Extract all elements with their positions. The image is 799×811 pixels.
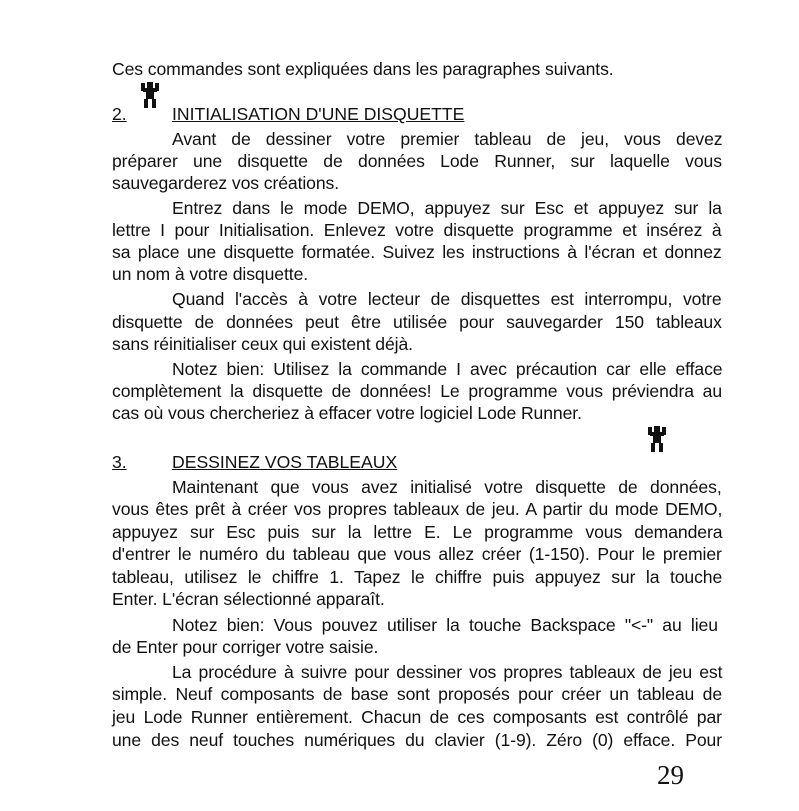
section-3-line: Enter. L'écran sélectionné apparaît. — [112, 589, 385, 609]
section-2-line: Notez bien: Utilisez la commande I avec précaution car elle efface — [172, 359, 723, 379]
section-2-line: sans réinitialiser ceux qui existent déjà. — [112, 334, 413, 354]
section-3-line: de Enter pour corriger votre saisie. — [112, 637, 379, 657]
section-2-line: un nom à votre disquette. — [112, 264, 309, 284]
section-2-line: Avant de dessiner votre premier tableau de jeu, vous devez — [172, 129, 723, 149]
section-3-line: vous êtes prêt à créer vos propres tableaux de jeu. A partir du mode DEMO, — [112, 499, 723, 519]
section-3-line: Notez bien: Vous pouvez utiliser la touche Backspace "<-" au lieu — [172, 615, 718, 635]
section-2-line: lettre I pour Initialisation. Enlevez votre disquette programme et insérez à — [112, 220, 722, 240]
section-3-number: 3. — [112, 452, 127, 472]
section-3-line: d'entrer le numéro du tableau que vous allez créer (1-150). Pour le premier — [112, 544, 722, 564]
page-number: 29 — [657, 760, 684, 790]
section-3-line: tableau, utilisez le chiffre 1. Tapez le chiffre puis appuyez sur la touche — [112, 567, 723, 587]
section-3-line: La procédure à suivre pour dessiner vos propres tableaux de jeu est — [172, 662, 723, 682]
section-3-line: une des neuf touches numériques du clavier (1-9). Zéro (0) efface. Pour — [112, 730, 722, 750]
section-2-line: complètement la disquette de données! Le programme vous préviendra au — [112, 381, 723, 401]
section-2-number: 2. — [112, 104, 127, 124]
section-2-line: disquette de données peut être utilisée pour sauvegarder 150 tableaux — [112, 312, 722, 332]
section-2-title: INITIALISATION D'UNE DISQUETTE — [172, 104, 465, 124]
section-2-line: Quand l'accès à votre lecteur de disquettes est interrompu, votre — [172, 289, 722, 309]
section-3-line: Maintenant que vous avez initialisé votre disquette de données, — [172, 477, 722, 497]
section-3-line: simple. Neuf composants de base sont proposés pour créer un tableau de — [112, 684, 723, 704]
section-2-line: préparer une disquette de données Lode Runner, sur laquelle vous — [112, 151, 722, 171]
intro-paragraph: Ces commandes sont expliquées dans les paragraphes suivants. — [112, 59, 614, 79]
section-2-line: sauvegarderez vos créations. — [112, 173, 340, 193]
lode-runner-figure-icon — [646, 425, 668, 453]
section-3-title: DESSINEZ VOS TABLEAUX — [172, 452, 398, 472]
lode-runner-figure-icon — [139, 81, 161, 109]
section-2-line: Entrez dans le mode DEMO, appuyez sur Esc et appuyez sur la — [172, 198, 722, 218]
section-2-line: sa place une disquette formatée. Suivez les instructions à l'écran et donnez — [112, 242, 722, 262]
section-3-line: appuyez sur Esc puis sur la lettre E. Le programme vous demandera — [112, 522, 723, 542]
section-3-line: jeu Lode Runner entièrement. Chacun de ces composants est contrôlé par — [112, 707, 722, 727]
section-2-line: cas où vous chercheriez à effacer votre logiciel Lode Runner. — [112, 403, 582, 423]
